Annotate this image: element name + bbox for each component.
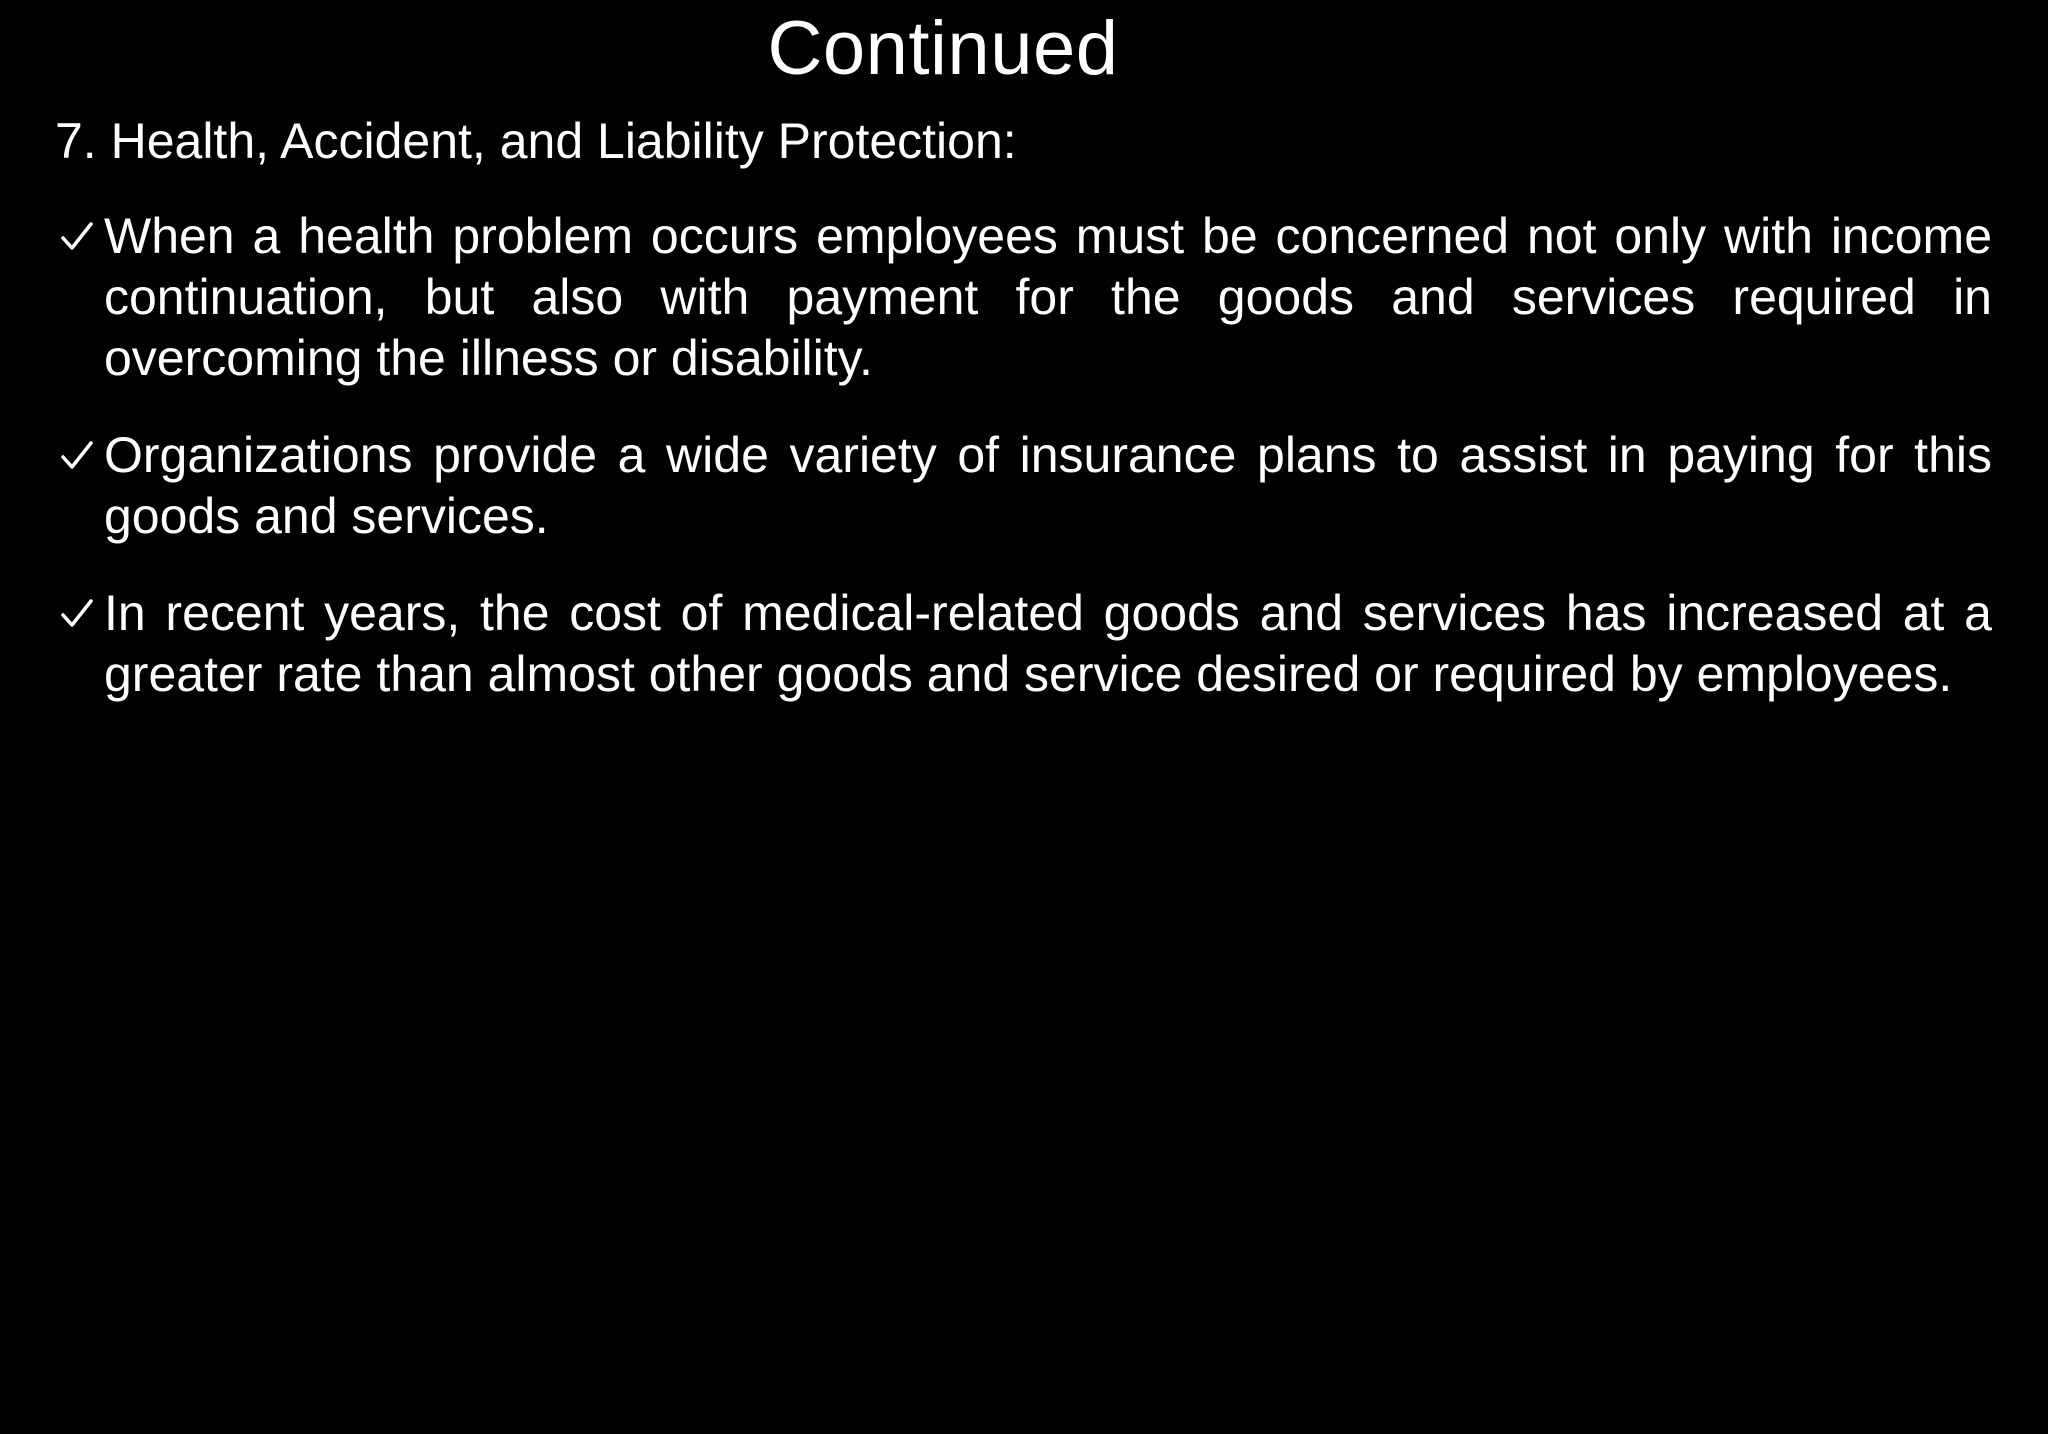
slide-title: Continued (767, 6, 1119, 91)
bullet-text: When a health problem occurs employees must be concerned not only with income continuation, but also with payment for the goods and services required in overcoming the illness or disability. (104, 208, 1992, 386)
section-heading: 7. Health, Accident, and Liability Protection: (55, 113, 1017, 169)
bullet-text: In recent years, the cost of medical-related goods and services has increased at a greater rate than almost other goods and service desired or required by employees. (104, 585, 1992, 702)
checkmark-icon (58, 583, 98, 644)
checkmark-icon (58, 425, 98, 486)
bullet-item-1 (58, 206, 1992, 389)
checkmark-icon (58, 206, 98, 267)
bullet-item-3 (58, 583, 1992, 705)
bullet-text: Organizations provide a wide variety of insurance plans to assist in paying for this goods and services. (104, 427, 1992, 544)
bullet-item-2 (58, 425, 1992, 547)
bullet-list (58, 206, 1992, 741)
